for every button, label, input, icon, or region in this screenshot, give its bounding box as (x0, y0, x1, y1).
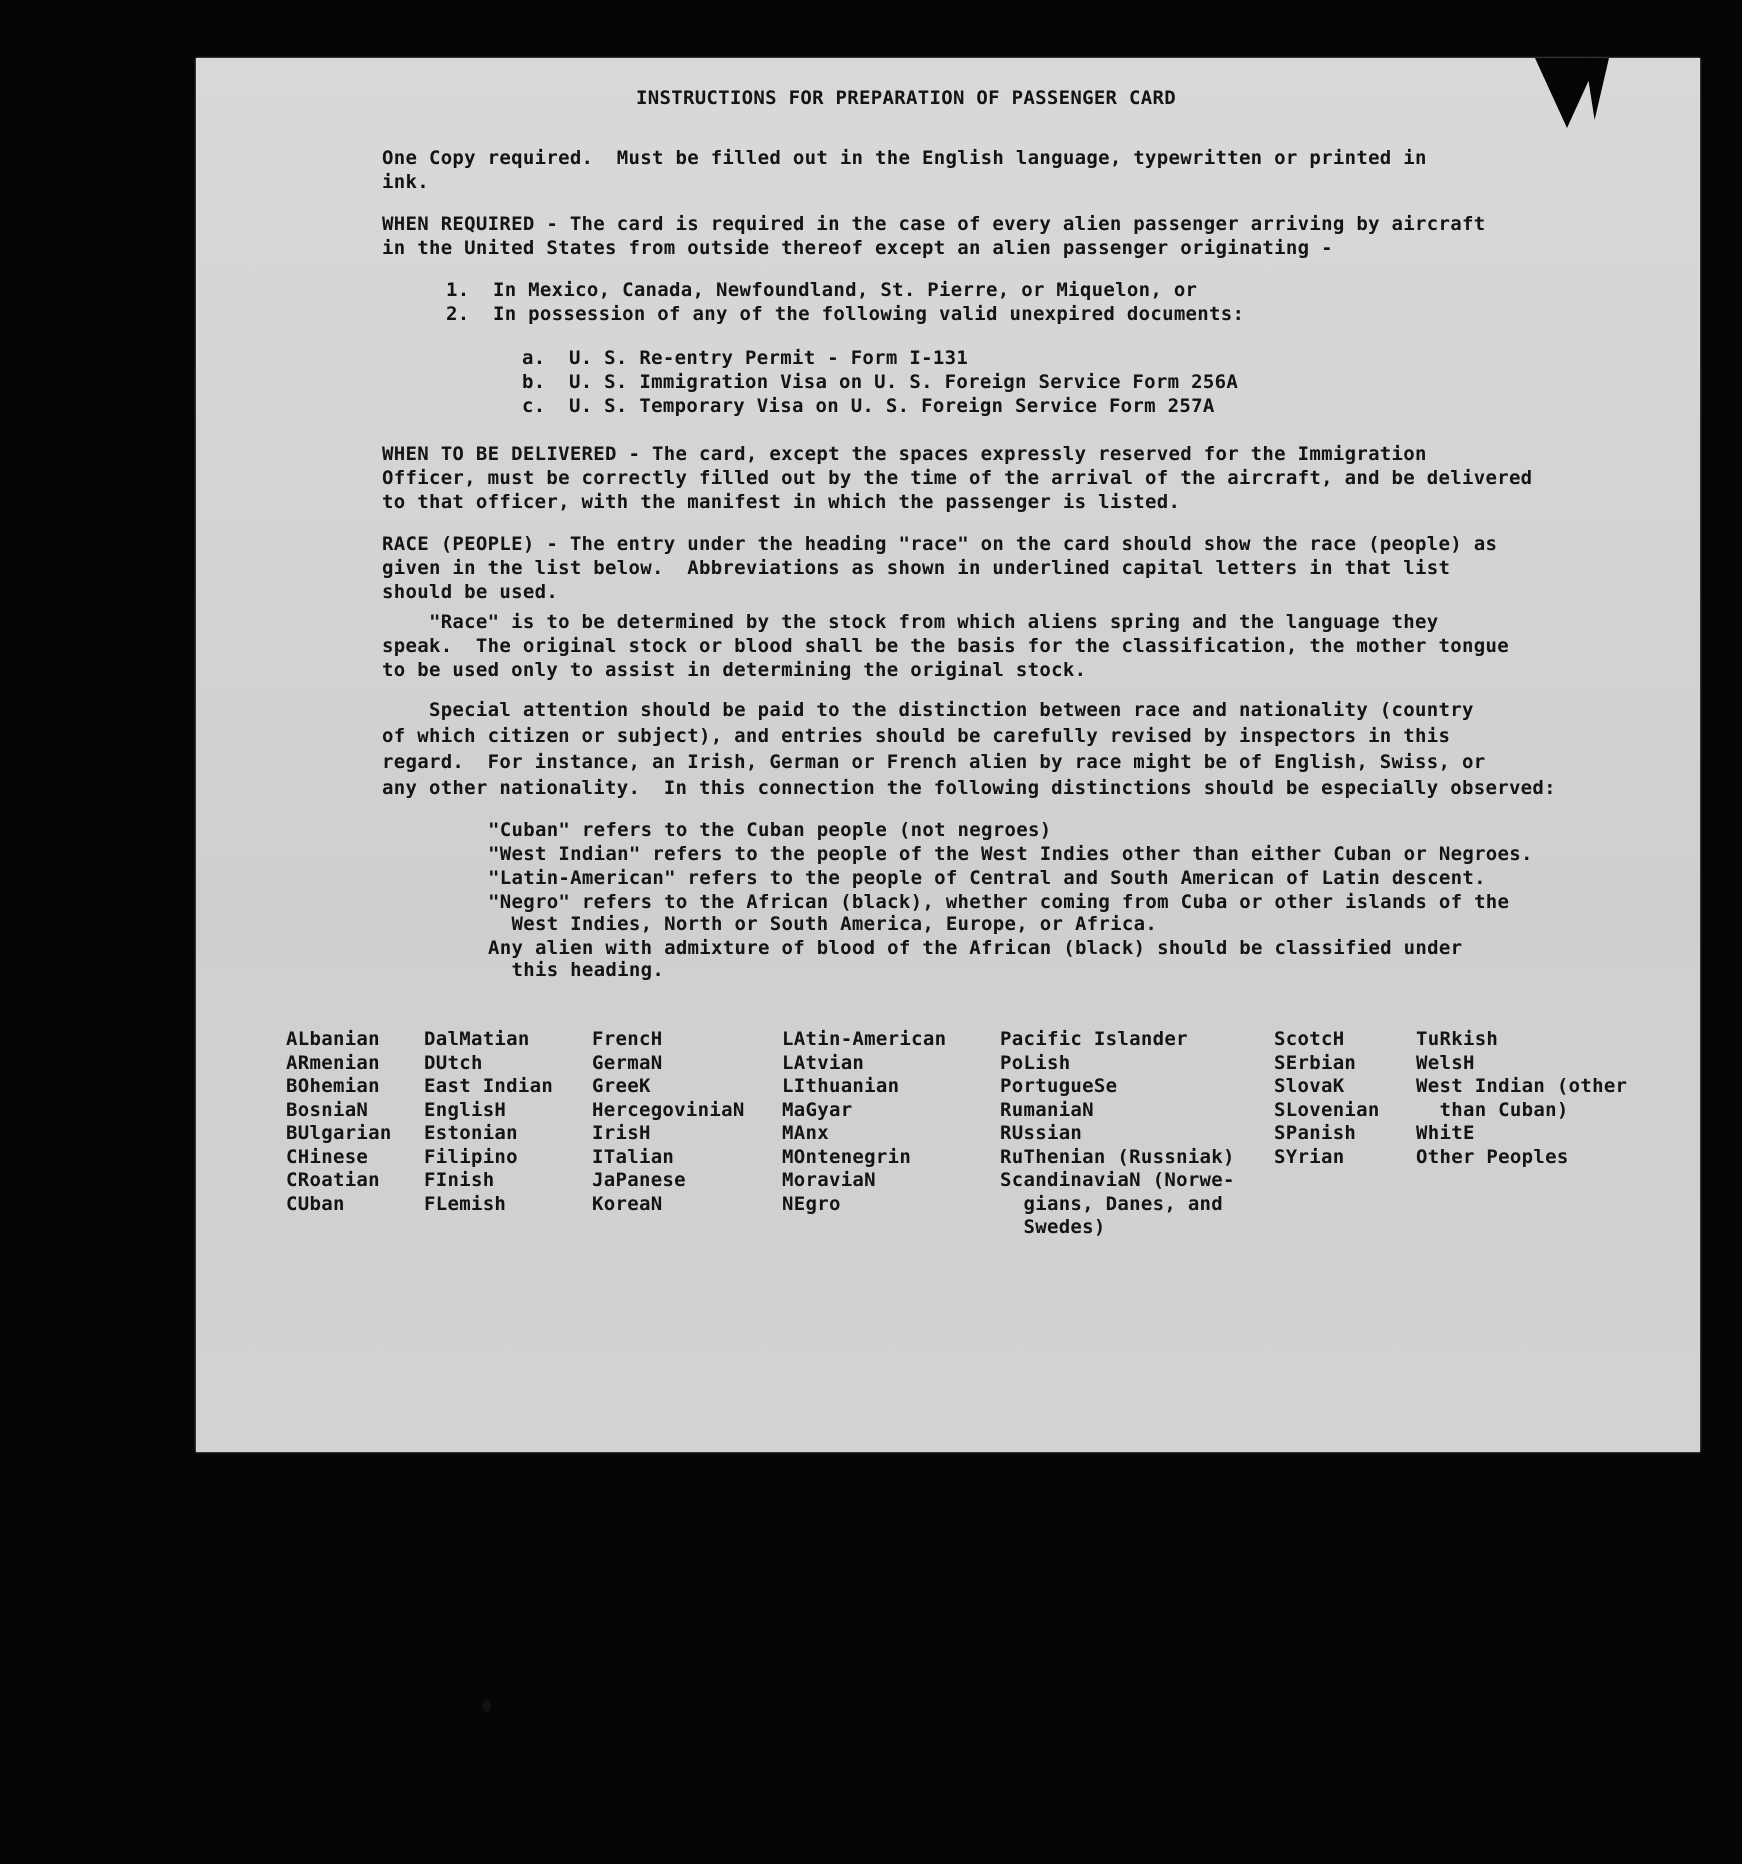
race-entry: IrisH (592, 1122, 651, 1144)
distinction-line: "West Indian" refers to the people of the West Indies other than either Cuban or Negroes. (488, 843, 1533, 865)
race-entry: Swedes) (1000, 1216, 1106, 1238)
origin-item: 1. In Mexico, Canada, Newfoundland, St. Pierre, or Miquelon, or (446, 279, 1198, 301)
race-entry: CHinese (286, 1145, 369, 1168)
race-column (592, 1028, 745, 1216)
race-entry: East Indian (424, 1075, 554, 1097)
race-entry: JaPanese (592, 1169, 686, 1191)
distinction-line: "Negro" refers to the African (black), whether coming from Cuba or other islands of the (488, 891, 1510, 913)
race-entry: RUssian (1000, 1122, 1083, 1144)
race-entry: BosniaN (286, 1098, 369, 1121)
race-entry: gians, Danes, and (1000, 1192, 1224, 1215)
special-line: regard. For instance, an Irish, German or French alien by race might be of English, Swiss, or (382, 751, 1486, 773)
race-entry: GermaN (592, 1051, 663, 1074)
race-entry: EnglisH (424, 1098, 507, 1121)
race-entry: MaGyar (782, 1098, 853, 1121)
race-entry: ScandinaviaN (Norwe- (1000, 1169, 1235, 1191)
race-entry: LIthuanian (782, 1075, 900, 1097)
race-column (286, 1028, 392, 1216)
when-required-line: WHEN REQUIRED - The card is required in the case of every alien passenger arriving by aircraft (382, 213, 1486, 235)
race-entry: than Cuban) (1416, 1098, 1569, 1121)
race-column (1416, 1028, 1627, 1169)
race-entry: KoreaN (592, 1192, 663, 1215)
race-entry: Other Peoples (1416, 1145, 1569, 1168)
document-page (196, 58, 1700, 1452)
origin-item: 2. In possession of any of the following valid unexpired documents: (446, 303, 1245, 325)
race-line: given in the list below. Abbreviations as shown in underlined capital letters in that list (382, 557, 1451, 579)
race-entry: RumaniaN (1000, 1098, 1094, 1121)
race-entry: SErbian (1274, 1051, 1357, 1074)
document-item: a. U. S. Re-entry Permit - Form I-131 (522, 347, 969, 369)
race-entry: BOhemian (286, 1075, 380, 1097)
race-entry: SPanish (1274, 1122, 1357, 1144)
race-entry: BUlgarian (286, 1122, 392, 1144)
race-column (1000, 1028, 1235, 1240)
race-entry: ARmenian (286, 1051, 380, 1074)
race-column (1274, 1028, 1380, 1169)
special-line: any other nationality. In this connection the following distinctions should be especially observed: (382, 777, 1556, 799)
race-entry: DalMatian (424, 1028, 530, 1050)
race-entry: ITalian (592, 1145, 675, 1168)
race-entry: MOntenegrin (782, 1145, 912, 1168)
race-entry: HercegoviniaN (592, 1098, 745, 1121)
film-speck (482, 1700, 491, 1712)
race-entry: ALbanian (286, 1028, 380, 1050)
race-entry: WhitE (1416, 1122, 1475, 1144)
race-entry: LAtvian (782, 1051, 865, 1074)
race-definition-line: "Race" is to be determined by the stock from which aliens spring and the language they (382, 611, 1439, 633)
race-entry: CRoatian (286, 1169, 380, 1191)
race-definition-line: speak. The original stock or blood shall be the basis for the classification, the mother tongue (382, 635, 1509, 657)
race-entry: Estonian (424, 1122, 518, 1144)
when-delivered-line: to that officer, with the manifest in which the passenger is listed. (382, 491, 1181, 513)
race-entry: West Indian (other (1416, 1075, 1628, 1097)
race-entry: SlovaK (1274, 1075, 1345, 1097)
race-entry: SYrian (1274, 1145, 1345, 1168)
special-line: Special attention should be paid to the distinction between race and nationality (country (382, 699, 1474, 721)
special-line: of which citizen or subject), and entries should be carefully revised by inspectors in this (382, 725, 1451, 747)
race-entry: RuThenian (Russniak) (1000, 1145, 1235, 1168)
intro-line: ink. (382, 171, 429, 193)
race-entry: CUban (286, 1192, 345, 1215)
distinction-line: Any alien with admixture of blood of the African (black) should be classified under (488, 937, 1463, 959)
race-entry: DUtch (424, 1051, 483, 1074)
race-line: should be used. (382, 581, 559, 603)
distinction-line: "Cuban" refers to the Cuban people (not negroes) (488, 819, 1052, 841)
race-entry: Pacific Islander (1000, 1028, 1188, 1050)
race-column (424, 1028, 553, 1216)
race-entry: GreeK (592, 1075, 651, 1097)
race-entry: FInish (424, 1169, 495, 1191)
race-entry: FrencH (592, 1028, 663, 1050)
document-item: b. U. S. Immigration Visa on U. S. Foreign Service Form 256A (522, 371, 1239, 393)
race-entry: FLemish (424, 1192, 507, 1215)
race-entry: WelsH (1416, 1051, 1475, 1074)
page-title: INSTRUCTIONS FOR PREPARATION OF PASSENGER CARD (636, 87, 1176, 109)
distinction-line: West Indies, North or South America, Europe, or Africa. (488, 913, 1158, 935)
race-column (782, 1028, 946, 1216)
race-entry: ScotcH (1274, 1028, 1345, 1050)
race-line: RACE (PEOPLE) - The entry under the heading "race" on the card should show the race (people) as (382, 533, 1498, 555)
race-entry: PoLish (1000, 1051, 1071, 1074)
race-entry: TuRkish (1416, 1028, 1499, 1050)
race-entry: Filipino (424, 1145, 518, 1168)
race-entry: MAnx (782, 1122, 829, 1144)
when-delivered-line: Officer, must be correctly filled out by the time of the arrival of the aircraft, and be delivered (382, 467, 1533, 489)
when-delivered-line: WHEN TO BE DELIVERED - The card, except the spaces expressly reserved for the Immigration (382, 443, 1427, 465)
distinction-line: "Latin-American" refers to the people of Central and South American of Latin descent. (488, 867, 1486, 889)
race-definition-line: to be used only to assist in determining the original stock. (382, 659, 1087, 681)
intro-line: One Copy required. Must be filled out in the English language, typewritten or printed in (382, 147, 1427, 169)
race-entry: MoraviaN (782, 1169, 876, 1191)
when-required-line: in the United States from outside thereof except an alien passenger originating - (382, 237, 1333, 259)
race-entry: LAtin-American (782, 1028, 947, 1050)
distinction-line: this heading. (488, 959, 665, 981)
race-entry: PortugueSe (1000, 1075, 1118, 1097)
race-entry: SLovenian (1274, 1098, 1380, 1121)
race-entry: NEgro (782, 1192, 841, 1215)
document-item: c. U. S. Temporary Visa on U. S. Foreign Service Form 257A (522, 395, 1215, 417)
